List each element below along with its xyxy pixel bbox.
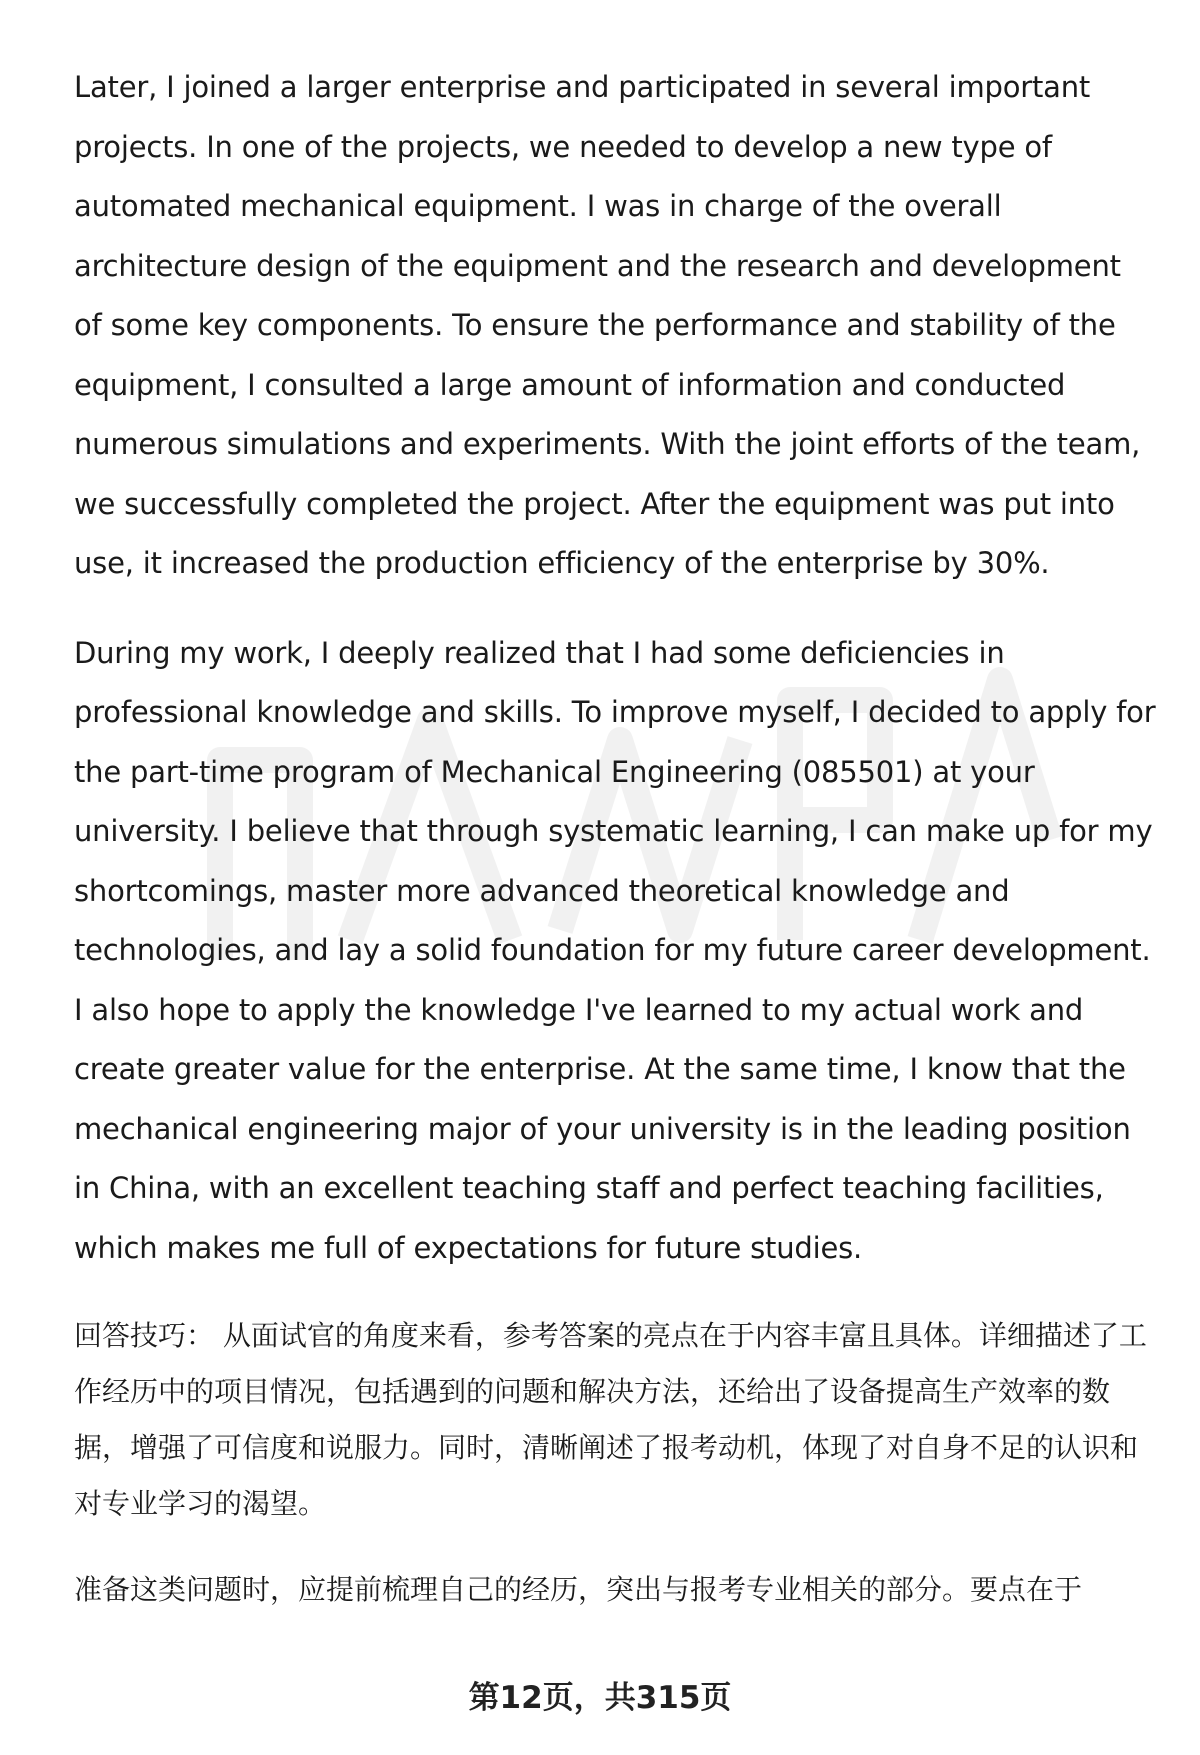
paragraph-preparation: 准备这类问题时，应提前梳理自己的经历，突出与报考专业相关的部分。要点在于: [74, 1573, 1083, 1606]
paragraph-motivation: During my work, I deeply realized that I had some deficiencies in professional knowledge and skills. To improve myself, I decided to apply for the part-time program of Mechanical Engineering (085501) at your university. I believe that through systematic learning, I can make up for my shortcomings, master more advanced theoretical knowledge and technologies, and lay a solid foundation for my future career development. I also hope to apply the knowledge I've learned to my actual work and create greater value for the enterprise. At the same time, I know that the mechanical engineering major of your university is in the leading position in China, with an excellent teaching staff and perfect teaching facilities, which makes me full of expectations for future studies.: [74, 635, 1156, 1265]
paragraph-answer-tips: 回答技巧： 从面试官的角度来看，参考答案的亮点在于内容丰富且具体。详细描述了工作经历中的项目情况，包括遇到的问题和解决方法，还给出了设备提高生产效率的数据，增强了可信度和说服力。同时，清晰阐述了报考动机，体现了对自身不足的认识和对专业学习的渴望。: [74, 1319, 1147, 1520]
document-body: [74, 58, 1156, 1648]
page-number: 第12页，共315页: [468, 1680, 732, 1716]
paragraph-experience: Later, I joined a larger enterprise and participated in several important projects. In one of the projects, we needed to develop a new type of automated mechanical equipment. I was in charge of the overall architecture design of the equipment and the research and development of some key components. To ensure the performance and stability of the equipment, I consulted a large amount of information and conducted numerous simulations and experiments. With the joint efforts of the team, we successfully completed the project. After the equipment was put into use, it increased the production efficiency of the enterprise by 30%.: [74, 70, 1141, 580]
